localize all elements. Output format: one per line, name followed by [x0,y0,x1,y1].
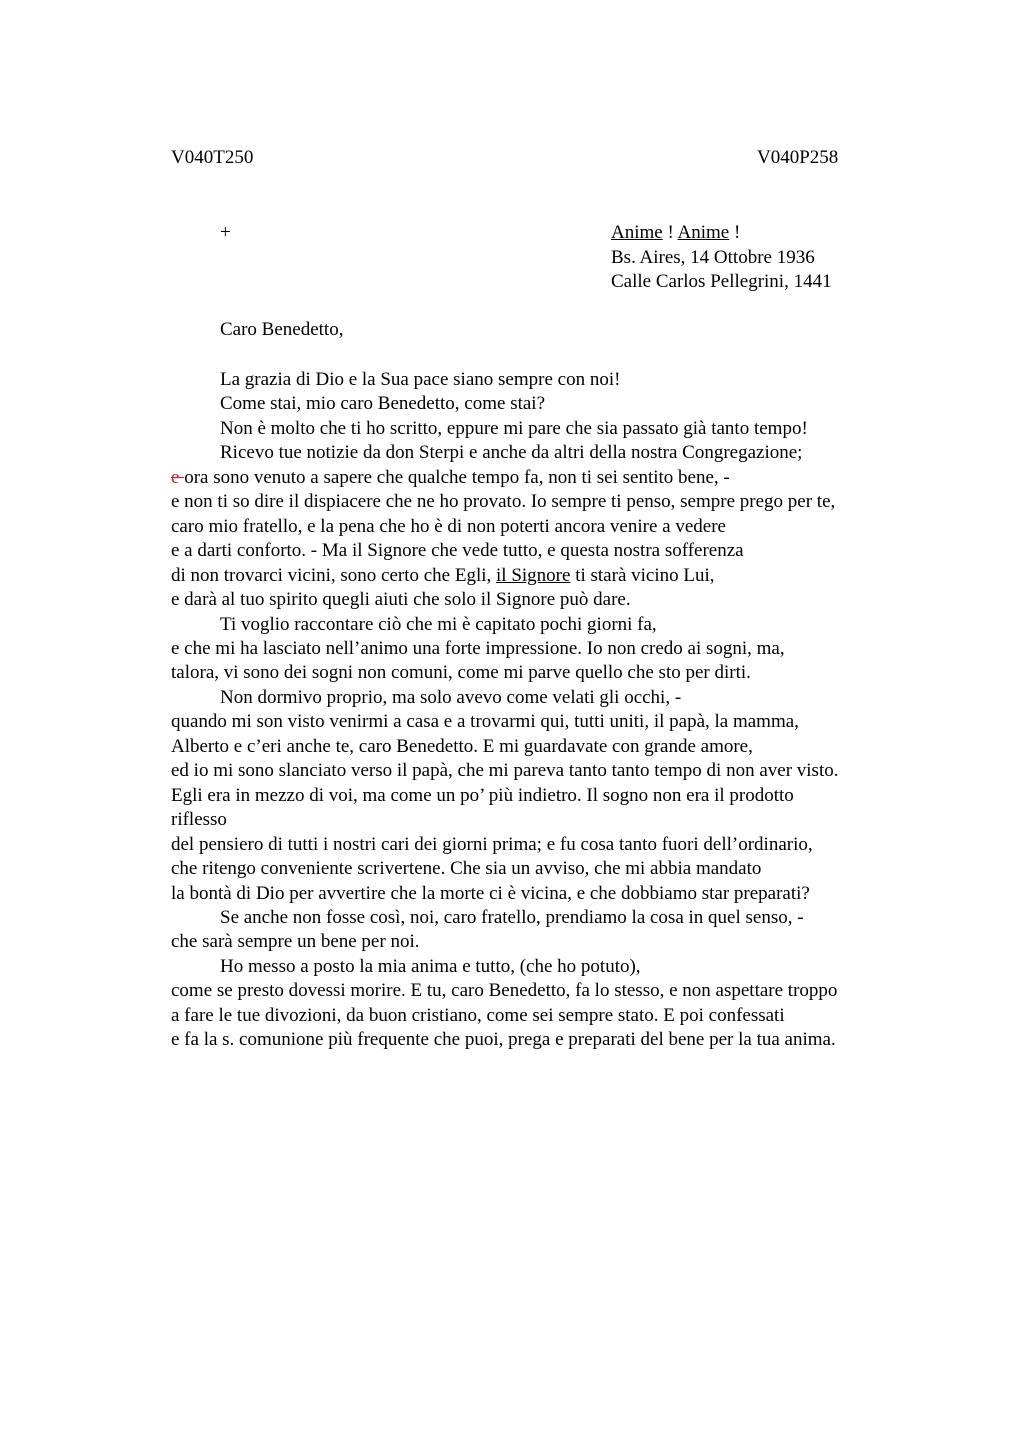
body-line: e a darti conforto. - Ma il Signore che vede tutto, e questa nostra sofferenza [171,540,744,562]
body-line: Ti voglio raccontare ciò che mi è capitato pochi giorni fa, [220,613,657,635]
body-line: a fare le tue divozioni, da buon cristiano, come sei sempre stato. E poi confessati [171,1004,785,1026]
body-line: caro mio fratello, e la pena che ho è di non poterti ancora venire a vedere [171,515,726,537]
letter-body [171,368,911,1053]
letter-header [611,221,832,295]
body-line: riflesso [171,809,227,831]
body-line: che ritengo conveniente scrivertene. Che sia un avviso, che mi abbia mandato [171,858,762,880]
struck-correction: e [171,466,185,488]
motto-word-1: Anime [611,222,663,243]
body-line: e che mi ha lasciato nell’animo una forte impressione. Io non credo ai sogni, ma, [171,637,785,659]
body-line: Non è molto che ti ho scritto, eppure mi pare che sia passato già tanto tempo! [220,417,808,439]
body-line: del pensiero di tutti i nostri cari dei giorni prima; e fu cosa tanto fuori dell’ordinario, [171,833,813,855]
body-line: e darà al tuo spirito quegli aiuti che solo il Signore può dare. [171,589,631,611]
body-line: Ricevo tue notizie da don Sterpi e anche da altri della nostra Congregazione; [220,442,803,464]
body-line: Egli era in mezzo di voi, ma come un po’ più indietro. Il sogno non era il prodotto [171,784,794,806]
document-code-left: V040T250 [171,147,254,168]
body-line: la bontà di Dio per avvertire che la morte ci è vicina, e che dobbiamo star preparati? [171,882,810,904]
body-line: come se presto dovessi morire. E tu, caro Benedetto, fa lo stesso, e non aspettare troppo [171,980,838,1002]
body-line: Come stai, mio caro Benedetto, come stai? [220,393,546,415]
body-line [171,564,911,588]
body-line: Alberto e c’eri anche te, caro Benedetto. E mi guardavate con grande amore, [171,735,753,757]
body-line: talora, vi sono dei sogni non comuni, come mi parve quello che sto per dirti. [171,662,751,684]
body-segment: ti starà vicino Lui, [570,564,715,586]
body-line: ed io mi sono slanciato verso il papà, che mi pareva tanto tanto tempo di non aver visto. [171,760,839,782]
document-code-right: V040P258 [757,147,839,168]
motto-word-2: Anime [677,222,730,243]
address: Calle Carlos Pellegrini, 1441 [611,271,832,292]
body-line: che sarà sempre un bene per noi. [171,931,420,953]
salutation: Caro Benedetto, [220,319,344,340]
body-line: quando mi son visto venirmi a casa e a trovarmi qui, tutti uniti, il papà, la mamma, [171,711,799,733]
cross-mark: + [220,222,231,243]
body-line: La grazia di Dio e la Sua pace siano sempre con noi! [220,369,621,390]
place-date: Bs. Aires, 14 Ottobre 1936 [611,246,815,268]
body-line [171,466,911,490]
body-line-rest: ora sono venuto a sapere che qualche tempo fa, non ti sei sentito bene, - [184,466,730,488]
body-line: e fa la s. comunione più frequente che puoi, prega e preparati del bene per la tua anima. [171,1029,836,1051]
body-line: Se anche non fosse così, noi, caro fratello, prendiamo la cosa in quel senso, - [220,906,804,928]
motto-sep-1: ! [662,222,678,243]
motto-sep-2: ! [729,222,741,243]
motto-line [611,221,832,246]
body-line: Non dormivo proprio, ma solo avevo come velati gli occhi, - [220,686,682,708]
body-line: e non ti so dire il dispiacere che ne ho provato. Io sempre ti penso, sempre prego per te, [171,491,836,513]
body-segment: di non trovarci vicini, sono certo che Egli, [171,564,497,586]
body-line: Ho messo a posto la mia anima e tutto, (che ho potuto), [220,955,641,977]
underlined-il-signore: il Signore [496,564,571,586]
